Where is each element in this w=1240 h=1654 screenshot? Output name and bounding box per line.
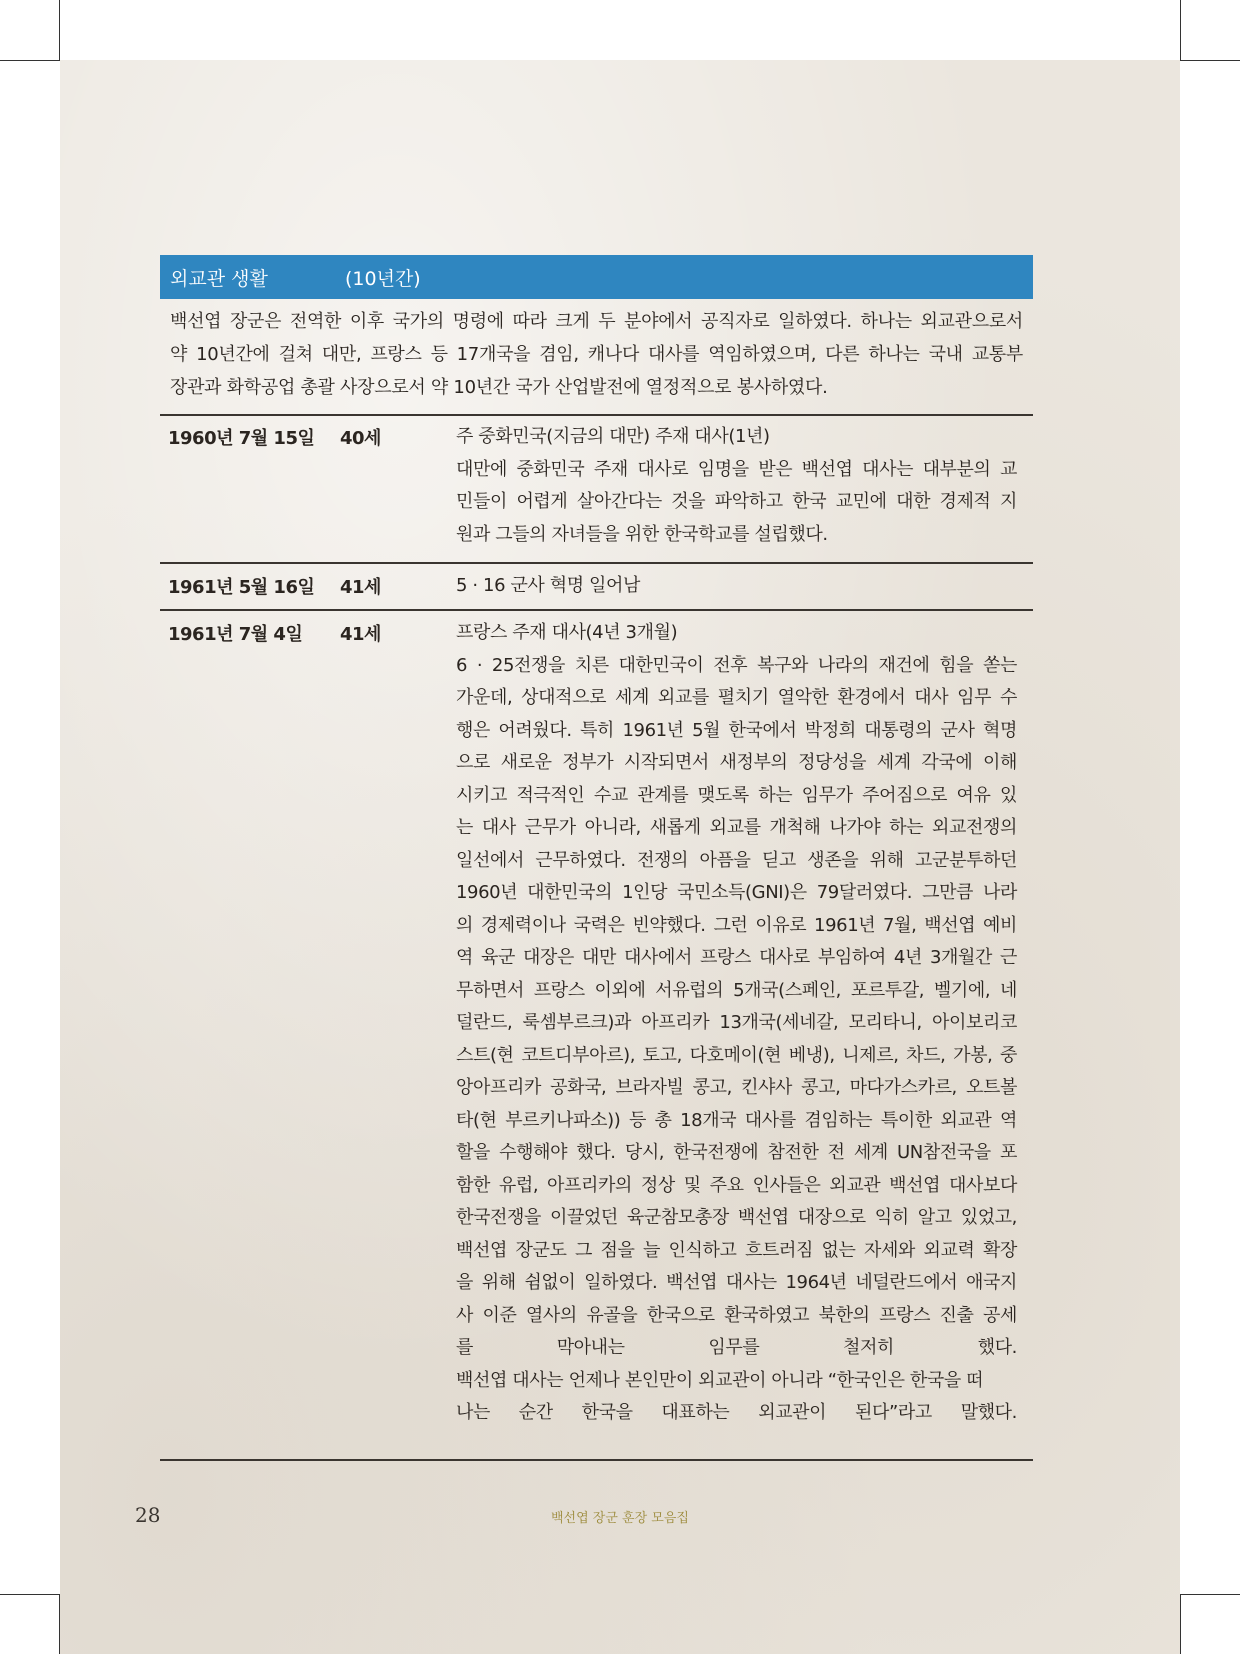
entry-date: 1960년 7월 15일 (168, 428, 315, 449)
entry-line: 한국전쟁을 이끌었던 육군참모총장 백선엽 대장으로 익히 알고 있었고, (456, 1207, 1017, 1228)
crop-mark (0, 60, 60, 61)
entry-age: 41세 (340, 577, 381, 598)
entry-line: 일선에서 근무하였다. 전쟁의 아픔을 딛고 생존을 위해 고군분투하던 (456, 849, 1017, 871)
divider (160, 1459, 1033, 1461)
entry-line: 원과 그들의 자녀들을 위한 한국학교를 설립했다. (456, 523, 828, 545)
crop-mark (1180, 1594, 1181, 1654)
entry-age: 41세 (340, 624, 381, 645)
crop-mark (1180, 1594, 1240, 1595)
divider (160, 609, 1033, 611)
entry-line: 역 육군 대장은 대만 대사에서 프랑스 대사로 부임하여 4년 3개월간 근 (456, 947, 1017, 968)
entry-line: 시키고 적극적인 수교 관계를 맺도록 하는 임무가 주어짐으로 여유 있 (456, 784, 1017, 806)
entry-age: 40세 (340, 428, 381, 449)
crop-mark (59, 1594, 60, 1654)
entry-line: 민들이 어렵게 살아간다는 것을 파악하고 한국 교민에 대한 경제적 지 (456, 491, 1017, 512)
intro-line: 장관과 화학공업 총괄 사장으로서 약 10년간 국가 산업발전에 열정적으로 봉사하였다. (170, 377, 828, 398)
entry-heading: 프랑스 주재 대사(4년 3개월) (456, 622, 678, 643)
entry-line: 6 · 25전쟁을 치른 대한민국이 전후 복구와 나라의 재건에 힘을 쏟는 (456, 654, 1017, 676)
intro-paragraph (170, 305, 1023, 404)
divider (160, 562, 1033, 564)
entry-description (456, 570, 1017, 603)
entry-line: 할을 수행해야 했다. 당시, 한국전쟁에 참전한 전 세계 UN참전국을 포 (456, 1142, 1017, 1163)
entry-line: 의 경제력이나 국력은 빈약했다. 그런 이유로 1961년 7월, 백선엽 예비 (456, 914, 1017, 936)
entry-line: 백선엽 대사는 언제나 본인만이 외교관이 아니라 “한국인은 한국을 떠 (456, 1369, 984, 1391)
crop-mark (59, 0, 60, 60)
entry-heading: 5 · 16 군사 혁명 일어남 (456, 575, 641, 596)
entry-line: 사 이준 열사의 유골을 한국으로 환국하였고 북한의 프랑스 진출 공세 (456, 1304, 1017, 1326)
running-footer-title: 백선엽 장군 훈장 모음집 (551, 1511, 689, 1526)
entry-line: 를 막아내는 임무를 철저히 했다. (456, 1337, 1017, 1358)
page-number: 28 (135, 1503, 161, 1527)
divider (160, 414, 1033, 416)
crop-mark (1180, 0, 1181, 60)
entry-line: 백선엽 장군도 그 점을 늘 인식하고 흐트러짐 없는 자세와 외교력 확장 (456, 1239, 1017, 1261)
entry-line: 스트(현 코트디부아르), 토고, 다호메이(현 베냉), 니제르, 차드, 가봉, 중 (456, 1044, 1017, 1066)
intro-line: 약 10년간에 걸쳐 대만, 프랑스 등 17개국을 겸임, 캐나다 대사를 역임하였으며, 다른 하나는 국내 교통부 (170, 344, 1023, 365)
entry-line: 가운데, 상대적으로 세계 외교를 펼치기 열악한 환경에서 대사 임무 수 (456, 687, 1017, 708)
crop-mark (0, 1594, 60, 1595)
entry-date: 1961년 7월 4일 (168, 624, 303, 645)
entry-line: 무하면서 프랑스 이외에 서유럽의 5개국(스페인, 포르투갈, 벨기에, 네 (456, 979, 1017, 1001)
entry-line: 는 대사 근무가 아니라, 새롭게 외교를 개척해 나가야 하는 외교전쟁의 (456, 817, 1017, 838)
entry-date: 1961년 5월 16일 (168, 577, 315, 598)
crop-mark (1180, 60, 1240, 61)
entry-heading: 주 중화민국(지금의 대만) 주재 대사(1년) (456, 426, 770, 447)
entry-line: 타(현 부르키나파소)) 등 총 18개국 대사를 겸임하는 특이한 외교관 역 (456, 1109, 1017, 1131)
entry-line: 으로 새로운 정부가 시작되면서 새정부의 정당성을 세계 각국에 이해 (456, 752, 1017, 773)
entry-line: 행은 어려웠다. 특히 1961년 5월 한국에서 박정희 대통령의 군사 혁명 (456, 719, 1017, 741)
section-header-bar (160, 255, 1033, 299)
entry-line: 나는 순간 한국을 대표하는 외교관이 된다”라고 말했다. (456, 1402, 1017, 1423)
entry-line: 1960년 대한민국의 1인당 국민소득(GNI)은 79달러였다. 그만큼 나라 (456, 882, 1017, 903)
section-title: 외교관 생활 (170, 267, 268, 290)
entry-line: 대만에 중화민국 주재 대사로 임명을 받은 백선엽 대사는 대부분의 교 (456, 458, 1017, 480)
entry-line: 덜란드, 룩셈부르크)과 아프리카 13개국(세네갈, 모리타니, 아이보리코 (456, 1012, 1017, 1033)
intro-line: 백선엽 장군은 전역한 이후 국가의 명령에 따라 크게 두 분야에서 공직자로 일하였다. 하나는 외교관으로서 (170, 311, 1023, 332)
entry-line: 함한 유럽, 아프리카의 정상 및 주요 인사들은 외교관 백선엽 대사보다 (456, 1174, 1017, 1196)
entry-description (456, 617, 1017, 1430)
entry-line: 앙아프리카 공화국, 브라자빌 콩고, 킨샤사 콩고, 마다가스카르, 오트볼 (456, 1077, 1017, 1098)
entry-line: 을 위해 쉼없이 일하였다. 백선엽 대사는 1964년 네덜란드에서 애국지 (456, 1272, 1017, 1293)
section-duration: (10년간) (345, 267, 421, 290)
entry-description (456, 421, 1017, 551)
